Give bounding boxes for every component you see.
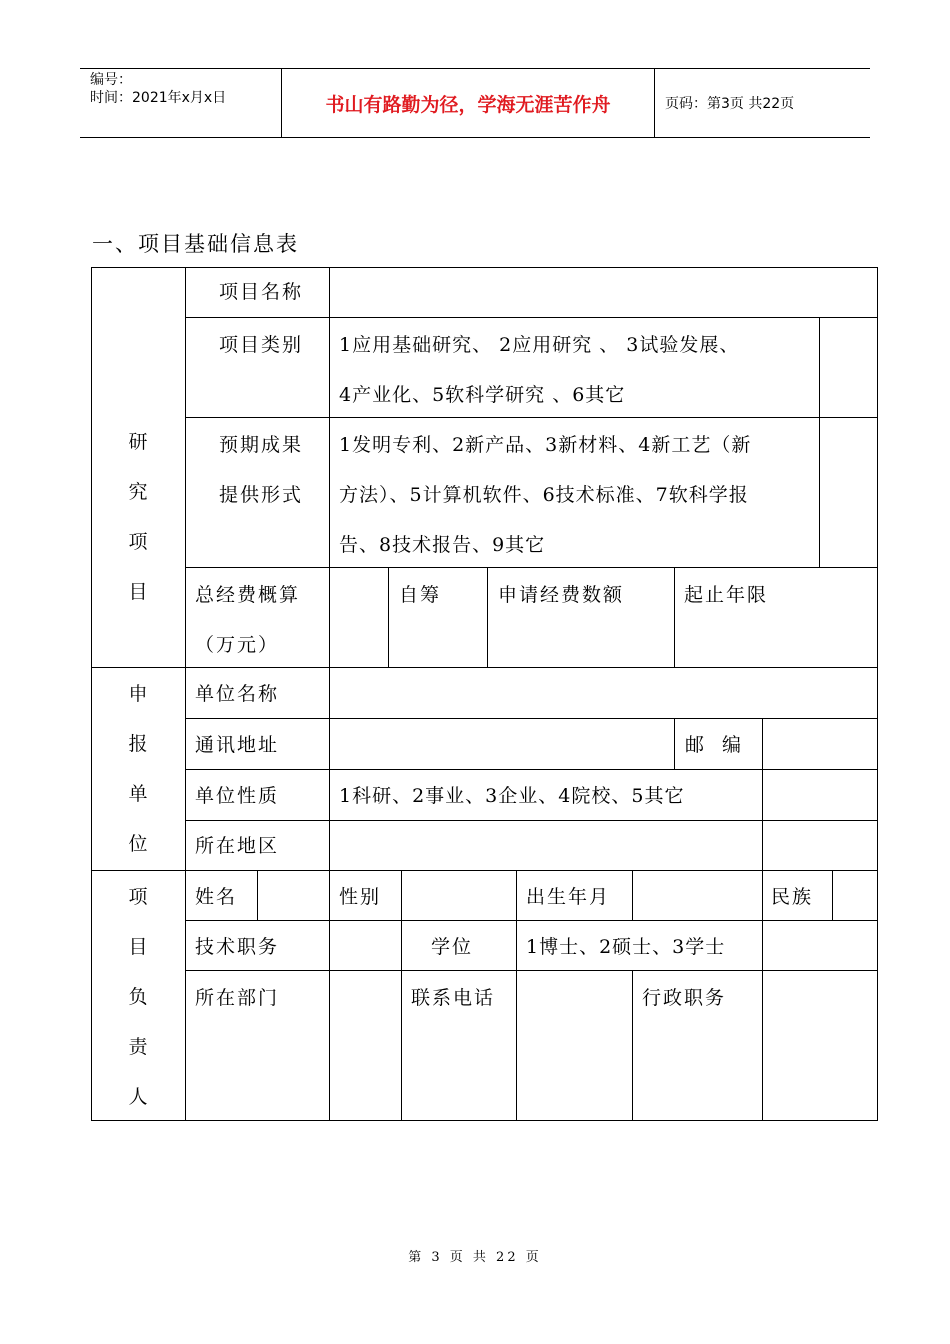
leader-name-label: 姓名 [195, 886, 238, 908]
group-char: 责 [128, 1036, 148, 1058]
project-name-label: 项目名称 [219, 281, 304, 303]
group-char: 位 [128, 833, 148, 855]
group-char: 人 [128, 1086, 148, 1108]
ethnicity-label: 民族 [771, 886, 814, 908]
group-column-divider [185, 267, 186, 1121]
page-header [80, 68, 870, 138]
group-char: 项 [128, 886, 148, 908]
phone-label: 联系电话 [411, 987, 496, 1009]
postcode-label: 邮 编 [685, 734, 748, 756]
group-char: 目 [128, 936, 148, 958]
row-divider [185, 317, 878, 318]
total-budget-label-line1: 总经费概算 [195, 584, 301, 606]
column-divider [388, 567, 389, 667]
region-label: 所在地区 [195, 835, 280, 857]
group-char: 项 [128, 531, 148, 553]
degree-label: 学位 [431, 936, 474, 958]
column-divider [516, 870, 517, 920]
expected-result-options-line1: 1发明专利、2新产品、3新材料、4新工艺（新 [339, 434, 752, 456]
column-divider [674, 567, 675, 667]
group-char: 究 [128, 481, 148, 503]
group-char: 报 [128, 733, 148, 755]
project-info-table [91, 267, 878, 1121]
column-divider [762, 920, 763, 970]
column-divider [487, 567, 488, 667]
expected-result-options-line3: 告、8技术报告、9其它 [339, 534, 546, 556]
row-divider [185, 769, 878, 770]
project-category-options-line2: 4产业化、5软科学研究 、6其它 [339, 384, 626, 406]
table-border [877, 267, 878, 1121]
unit-name-label: 单位名称 [195, 683, 280, 705]
group-char: 负 [128, 986, 148, 1008]
column-divider [401, 970, 402, 1120]
column-divider [632, 970, 633, 1120]
expected-result-options-line2: 方法）、5计算机软件、6技术标准、7软科学报 [339, 484, 749, 506]
column-divider [401, 920, 402, 970]
column-divider [762, 970, 763, 1120]
project-period-label: 起止年限 [684, 584, 769, 606]
requested-funds-label: 申请经费数额 [498, 584, 625, 606]
column-divider [674, 718, 675, 769]
column-divider [762, 870, 763, 920]
department-label: 所在部门 [195, 987, 280, 1009]
column-divider [329, 970, 330, 1120]
unit-nature-options: 1科研、2事业、3企业、4院校、5其它 [339, 785, 685, 807]
expected-result-label-line1: 预期成果 [219, 434, 304, 456]
project-category-label: 项目类别 [219, 334, 304, 356]
birth-date-label: 出生年月 [526, 886, 611, 908]
total-budget-label-line2: （万元） [195, 634, 280, 656]
group-char: 单 [128, 783, 148, 805]
leader-group-label [126, 872, 150, 1122]
column-divider [819, 317, 820, 567]
column-divider [762, 718, 763, 870]
column-divider [329, 567, 330, 667]
column-divider [516, 970, 517, 1120]
document-time-label: 时间：2021年x月x日 [90, 90, 227, 106]
unit-group-label [126, 669, 150, 869]
group-char: 目 [128, 581, 148, 603]
research-group-label [126, 417, 150, 617]
admin-post-label: 行政职务 [642, 987, 727, 1009]
project-category-options-line1: 1应用基础研究、 2应用研究 、 3试验发展、 [339, 334, 740, 356]
table-border [91, 1120, 878, 1121]
header-page-info: 页码：第3页 共22页 [665, 96, 795, 112]
document-number-label: 编号： [90, 72, 132, 88]
degree-options: 1博士、2硕士、3学士 [526, 936, 726, 958]
column-divider [329, 920, 330, 970]
technical-title-label: 技术职务 [195, 936, 280, 958]
column-divider [329, 870, 330, 920]
column-divider [632, 870, 633, 920]
table-border [91, 267, 92, 1121]
self-funded-label: 自筹 [399, 584, 442, 606]
group-char: 研 [128, 431, 148, 453]
unit-nature-label: 单位性质 [195, 785, 280, 807]
gender-label: 性别 [339, 886, 382, 908]
column-divider [401, 870, 402, 920]
column-divider [329, 667, 330, 870]
page-footer: 第 3 页 共 22 页 [408, 1250, 542, 1265]
section-title: 一、项目基础信息表 [92, 232, 299, 256]
row-divider [185, 718, 878, 719]
group-char: 申 [128, 683, 148, 705]
header-motto: 书山有路勤为径，学海无涯苦作舟 [325, 93, 611, 116]
column-divider [329, 267, 330, 567]
column-divider [516, 920, 517, 970]
column-divider [832, 870, 833, 920]
header-meta [80, 69, 281, 139]
table-border [91, 267, 878, 268]
expected-result-label-line2: 提供形式 [219, 484, 304, 506]
column-divider [257, 870, 258, 920]
address-label: 通讯地址 [195, 734, 280, 756]
